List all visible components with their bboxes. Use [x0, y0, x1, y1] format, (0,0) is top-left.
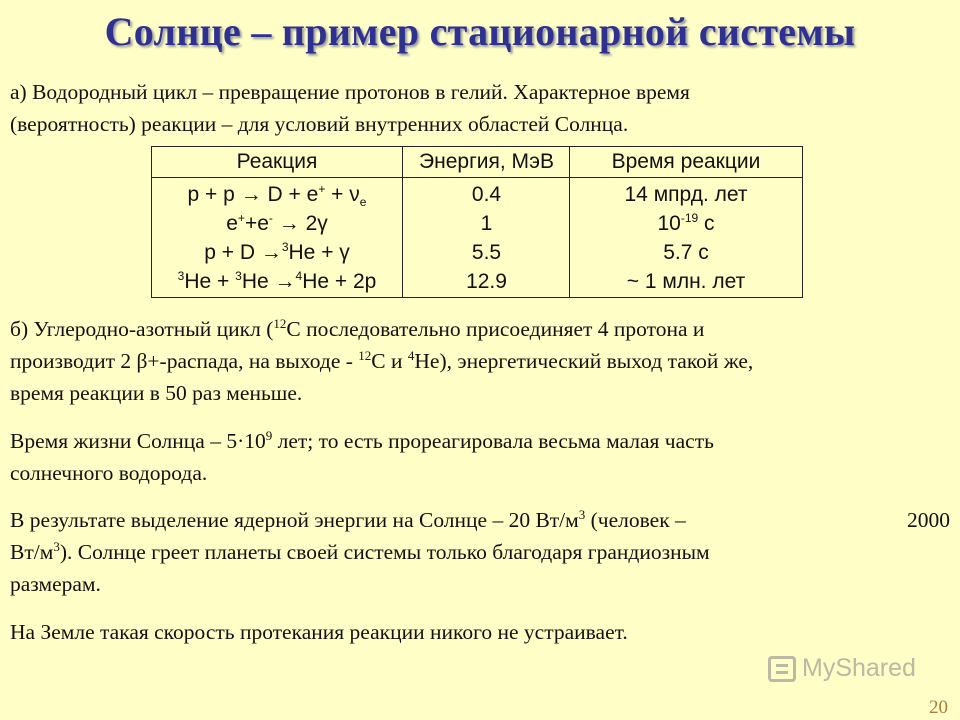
time-cell: $10^{-19}$ с	[657, 211, 715, 235]
reaction-cell: p + D →$^3$He + γ	[204, 240, 350, 264]
presentation-icon	[768, 656, 796, 682]
text-line: В результате выделение ядерной энергии на Солнце – 20 $Вт/м^3$ (человек – 2000	[10, 506, 950, 532]
slide-title: Солнце – пример стационарной системы	[104, 9, 856, 54]
time-cell: 5.7 с	[663, 241, 709, 264]
reaction-cell: $p + p \to D + e^+ + \nu_e$	[187, 182, 367, 210]
paragraph-cno-cycle	[10, 313, 950, 409]
paragraph-energy-output	[10, 504, 950, 600]
text-line: время реакции в 50 раз меньше.	[10, 381, 303, 405]
text-line: солнечного водорода.	[10, 461, 208, 485]
table-header: Реакция	[152, 147, 402, 178]
energy-cell: 0.4	[471, 183, 502, 206]
time-cell: ~ 1 млн. лет	[626, 270, 746, 293]
reaction-table	[151, 146, 803, 298]
reaction-cell: e++e- → 2γ	[226, 211, 328, 235]
time-cell: 14 мпрд. лет	[624, 183, 748, 206]
page-number: 20	[929, 697, 948, 718]
reaction-cell: $^3$He + $^3$He →$^4$He + 2p	[177, 269, 377, 293]
text-line: $Вт/м^3$). Солнце греет планеты своей системы только благодаря грандиозным	[10, 538, 710, 564]
table-header: Энергия, МэВ	[403, 147, 570, 178]
text-line: б) Углеродно-азотный цикл ($^{12}$C последовательно присоединяет 4 протона и	[10, 315, 705, 341]
paragraph-earth: На Земле такая скорость протекания реакции никого не устраивает.	[10, 620, 628, 644]
column-reaction	[152, 147, 402, 297]
paragraph-hydrogen-cycle	[10, 76, 950, 140]
column-time	[569, 147, 802, 297]
text-line: производит 2 β+-распада, на выходе - $^{12}$C и $^4$He), энергетический выход такой же,	[10, 347, 754, 373]
text-line: а) Водородный цикл – превращение протонов в гелий. Характерное время	[10, 80, 690, 104]
text-line: размерам.	[10, 572, 101, 596]
energy-cell: 1	[480, 212, 493, 235]
text-line: (вероятность) реакции – для условий внутренних областей Солнца.	[10, 112, 629, 136]
table-header: Время реакции	[570, 147, 802, 178]
energy-cell: 5.5	[471, 241, 502, 264]
text-line: Время жизни Солнца – $5\cdot 10^9$ лет; то есть прореагировала весьма малая часть	[10, 427, 714, 453]
paragraph-sun-lifetime	[10, 425, 950, 489]
energy-cell: 12.9	[466, 270, 507, 293]
watermark-logo: MyShared	[768, 654, 916, 683]
column-energy	[402, 147, 570, 297]
